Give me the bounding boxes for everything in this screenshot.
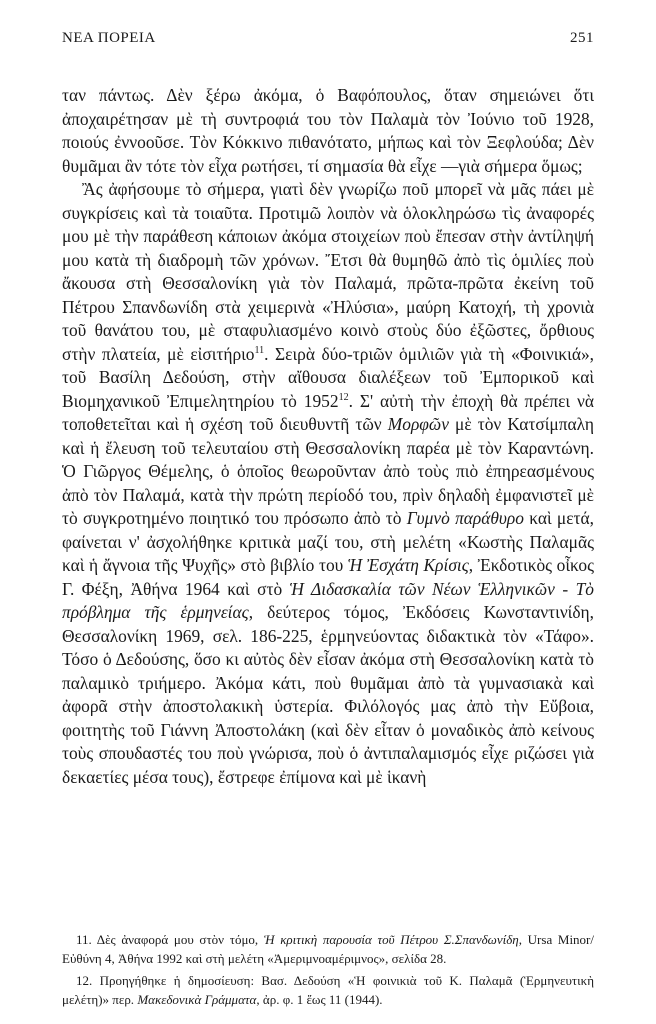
page-number: 251 [570,30,594,46]
text-run: καὶ μετά, φαίνεται ν' ἀσχολήθηκε κριτικὰ μαζί του, στὴ μελέτη «Κωστὴς Παλαμᾶς καὶ ἡ ἄγνοια τῆς Ψυχῆς» στὸ βιβλίο του [62,508,594,575]
running-head [62,30,594,52]
italic-title: Ἡ Διδασκαλία τῶν Νέων Ἑλληνικῶν - Τὸ πρόβλημα τῆς ἑρμηνείας [62,578,594,622]
footnote [62,971,594,1009]
journal-title: ΝΕΑ ΠΟΡΕΙΑ [62,30,156,46]
italic-title: Ἡ Ἐσχάτη Κρίσις [347,555,469,575]
body-text [62,84,594,789]
text-run: 12. Προηγήθηκε ἡ δημοσίευση: Βασ. Δεδούση «Ἡ φοινικιὰ τοῦ Κ. Παλαμᾶ (Ἑρμηνευτικὴ μελέτη)» περ. [62,973,594,1007]
text-run: Ἂς ἀφήσουμε τὸ σήμερα, γιατὶ δὲν γνωρίζω ποῦ μπορεῖ νὰ μᾶς πάει μὲ συγκρίσεις καὶ τὰ τοιαῦτα. Προτιμῶ λοιπὸν νὰ ὁλοκληρώσω τὶς ἀναφορές μου μὲ τὴν παράθεση κάποιων ἀκόμα στοιχείων ποὺ ἔπεσαν στὴν ἀντίληψή μου κατὰ τὴ διαδρομὴ τῶν χρόνων. Ἔτσι θὰ θυμηθῶ ἀπὸ τὶς ὁμιλίες ποὺ ἄκουσα στὴ Θεσσαλονίκη γιὰ τὸν Παλαμά, πρῶτα-πρῶτα ἐκείνη τοῦ Πέτρου Σπανδωνίδη στὰ χειμερινὰ «Ἠλύσια», μαύρη Κατοχή, τὴ χρονιὰ τοῦ θανάτου του, μὲ σταφυλιασμένο κοινὸ στοὺς δύο ἐξῶστες, ὄρθιους στὴν πλατεία, μὲ εἰσιτήριο [62,179,594,364]
text-run: . Σ' αὐτὴ τὴν ἐποχὴ θὰ πρέπει νὰ τοποθετεῖται καὶ ἡ σχέση τοῦ διευθυντῆ τῶν [62,390,594,434]
footnotes [62,930,594,1012]
italic-title: Γυμνὸ παράθυρο [406,508,524,528]
paragraph [62,178,594,789]
text-run: , Ἐκδοτικὸς οἶκος Γ. Φέξη, Ἀθήνα 1964 καὶ στὸ [62,555,594,599]
text-run: , Ursa Minor/Εὐθύνη 4, Ἀθήνα 1992 καὶ στὴ μελέτη «Ἀμεριμνοαμέριμνος», σελίδα 28. [62,932,594,966]
paragraph [62,84,594,178]
italic-title: Μορφῶν [387,414,449,434]
footnote [62,930,594,968]
text-run: , ἀρ. φ. 1 ἕως 11 (1944). [256,992,383,1007]
footnote-ref: 12 [338,391,349,403]
text-run: . Σειρὰ δύο-τριῶν ὁμιλιῶν γιὰ τὴ «Φοινικιά», τοῦ Βασίλη Δεδούση, στὴν αἴθουσα διαλέξεων τοῦ Ἐμπορικοῦ καὶ Βιομηχανικοῦ Ἐπιμελητηρίου τὸ 1952 [62,343,594,411]
italic-title: Μακεδονικὰ Γράμματα [137,992,257,1007]
footnote-ref: 11 [254,344,265,356]
text-run: ταν πάντως. Δὲν ξέρω ἀκόμα, ὁ Βαφόπουλος, ὅταν σημειώνει ὅτι ἀποχαιρέτησαν μὲ τὴ συντροφιά του τὸν Παλαμὰ τὸν Ἰούνιο τοῦ 1928, ποιούς ἐννοοῦσε. Τὸν Κόκκινο πιθανότατο, μήπως καὶ τὸν Ξεφλούδα; Δὲν θυμᾶμαι ἂν τότε τὸν εἶχα ρωτήσει, τί σημασία θὰ εἶχε —γιὰ σήμερα ὅμως; [62,85,594,176]
text-run: 11. Δὲς ἀναφορά μου στὸν τόμο, [76,932,264,947]
text-run: μὲ τὸν Κατσίμπαλη καὶ ἡ ἔλευση τοῦ τελευταίου στὴ Θεσσαλονίκη παρέα μὲ τὸν Καραντώνη. Ὁ Γιῶργος Θέμελης, ὁ ὁποῖος θεωροῦνταν ἀπὸ τοὺς πιὸ ἐπηρεασμένους ἀπὸ τὸν Παλαμά, κατὰ τὴν πρώτη περίοδό του, πρὶν δηλαδὴ ἐμφανιστεῖ μὲ τὸ συγκροτημένο ποιητικό του πρόσωπο ἀπὸ τὸ [62,414,595,528]
text-run: , δεύτερος τόμος, Ἐκδόσεις Κωνσταντινίδη, Θεσσαλονίκη 1969, σελ. 186-225, ἑρμηνεύοντας διδακτικὰ τὸν «Τάφο». Τόσο ὁ Δεδούσης, ὅσο κι αὐτὸς δὲν εἶσαν ἀκόμα στὴ Θεσσαλονίκη κατὰ τὸ παλαμικὸ τριήμερο. Ἀκόμα κάτι, ποὺ θυμᾶμαι ἀπὸ τὰ γυμνασιακὰ καὶ ἀφορᾶ στὴν ἀποστολακικὴ ὑστερία. Φιλόλογός μας ἀπὸ τὴν Εὔβοια, φοιτητὴς τοῦ Γιάννη Ἀποστολάκη (καὶ δὲν εἶταν ὁ μοναδικὸς ἀπὸ κείνους τοὺς σπουδαστές του ποὺ γνώρισα, ποὺ ὁ ἀντιπαλαμισμός εἶχε ριζώσει γιὰ δεκαετίες μέσα τους), ἔστρεφε ἐπίμονα καὶ μὲ ἱκανὴ [62,602,594,787]
italic-title: Ἡ κριτικὴ παρουσία τοῦ Πέτρου Σ.Σπανδωνίδη [263,932,519,947]
